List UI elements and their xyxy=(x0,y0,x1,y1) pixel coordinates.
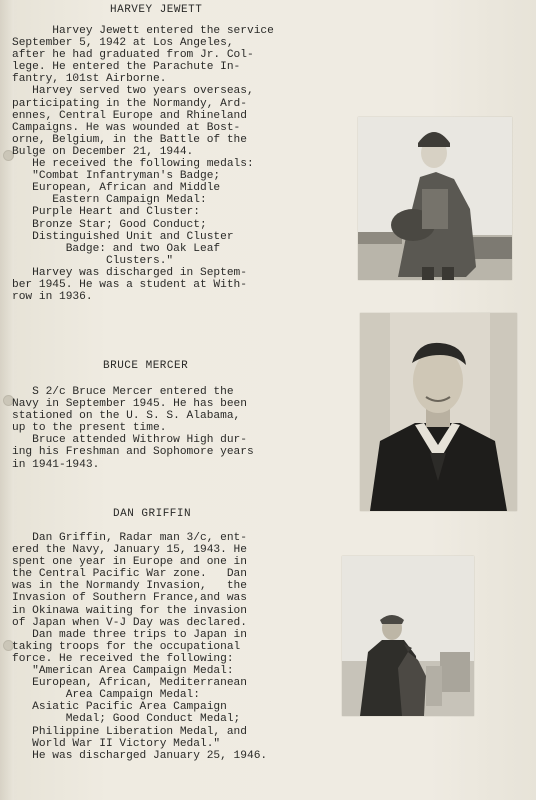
section-bruce-mercer xyxy=(12,386,304,471)
section-heading-bruce-mercer: BRUCE MERCER xyxy=(103,360,189,372)
text-line: taking troops for the occupational xyxy=(12,640,241,653)
text-line: up to the present time. xyxy=(12,422,167,435)
text-line: Bronze Star; Good Conduct; xyxy=(12,218,207,231)
text-line: Eastern Campaign Medal: xyxy=(12,194,207,207)
text-line: Clusters." xyxy=(12,254,174,267)
text-line: "Combat Infantryman's Badge; xyxy=(12,170,221,183)
text-line: in 1941-1943. xyxy=(12,458,100,471)
text-line: S 2/c Bruce Mercer entered the xyxy=(12,386,234,398)
text-line: Purple Heart and Cluster: xyxy=(12,206,200,219)
section-heading-harvey-jewett: HARVEY JEWETT xyxy=(110,4,203,16)
text-line: Area Campaign Medal: xyxy=(12,689,200,702)
text-line: ing his Freshman and Sophomore years xyxy=(12,446,254,459)
sailor-portrait-image xyxy=(360,313,517,511)
section-dan-griffin xyxy=(12,532,304,762)
photo-harvey-jewett xyxy=(358,117,512,280)
paratrooper-photo-image xyxy=(358,117,512,280)
text-line: ennes, Central Europe and Rhineland xyxy=(12,109,247,122)
text-line: ber 1945. He was a student at With- xyxy=(12,278,247,291)
photo-bruce-mercer xyxy=(360,313,517,511)
text-line: stationed on the U. S. S. Alabama, xyxy=(12,410,241,423)
photo-dan-griffin xyxy=(342,556,474,716)
text-line: spent one year in Europe and one in xyxy=(12,556,247,569)
text-line: World War II Victory Medal." xyxy=(12,737,221,750)
text-line: Navy in September 1945. He has been xyxy=(12,398,247,411)
text-line: Campaigns. He was wounded at Bost- xyxy=(12,121,241,134)
text-line: Medal; Good Conduct Medal; xyxy=(12,713,241,726)
text-line: Invasion of Southern France,and was xyxy=(12,592,247,605)
text-line: after he had graduated from Jr. Col- xyxy=(12,49,254,62)
text-line: European, African, Mediterranean xyxy=(12,677,247,690)
text-line: September 5, 1942 at Los Angeles, xyxy=(12,37,234,50)
text-line: participating in the Normandy, Ard- xyxy=(12,97,247,110)
text-line: in Okinawa waiting for the invasion xyxy=(12,604,247,617)
text-line: He was discharged January 25, 1946. xyxy=(12,749,268,762)
text-line: Bruce attended Withrow High dur- xyxy=(12,434,247,447)
text-line: orne, Belgium, in the Battle of the xyxy=(12,133,247,146)
section-harvey-jewett xyxy=(12,25,304,303)
text-line: Harvey Jewett entered the service xyxy=(12,25,274,37)
text-line: ered the Navy, January 15, 1943. He xyxy=(12,544,247,557)
text-line: Dan made three trips to Japan in xyxy=(12,628,247,641)
text-line: of Japan when V-J Day was declared. xyxy=(12,616,247,629)
text-line: force. He received the following: xyxy=(12,652,234,665)
section-heading-dan-griffin: DAN GRIFFIN xyxy=(113,508,192,520)
text-line: "American Area Campaign Medal: xyxy=(12,665,234,678)
text-line: Philippine Liberation Medal, and xyxy=(12,725,247,738)
text-line: Dan Griffin, Radar man 3/c, ent- xyxy=(12,532,247,544)
text-line: European, African and Middle xyxy=(12,182,221,195)
text-line: Harvey served two years overseas, xyxy=(12,85,254,98)
text-line: Asiatic Pacific Area Campaign xyxy=(12,701,227,714)
text-line: Bulge on December 21, 1944. xyxy=(12,145,194,158)
text-line: Distinguished Unit and Cluster xyxy=(12,230,234,243)
text-line: lege. He entered the Parachute In- xyxy=(12,61,241,74)
text-line: row in 1936. xyxy=(12,291,93,304)
text-line: Harvey was discharged in Septem- xyxy=(12,266,247,279)
text-line: was in the Normandy Invasion, the xyxy=(12,580,247,593)
man-with-horse-image xyxy=(342,556,474,716)
text-line: the Central Pacific War zone. Dan xyxy=(12,568,247,581)
text-line: He received the following medals: xyxy=(12,158,254,171)
text-line: Badge: and two Oak Leaf xyxy=(12,242,221,255)
text-line: fantry, 101st Airborne. xyxy=(12,73,167,86)
